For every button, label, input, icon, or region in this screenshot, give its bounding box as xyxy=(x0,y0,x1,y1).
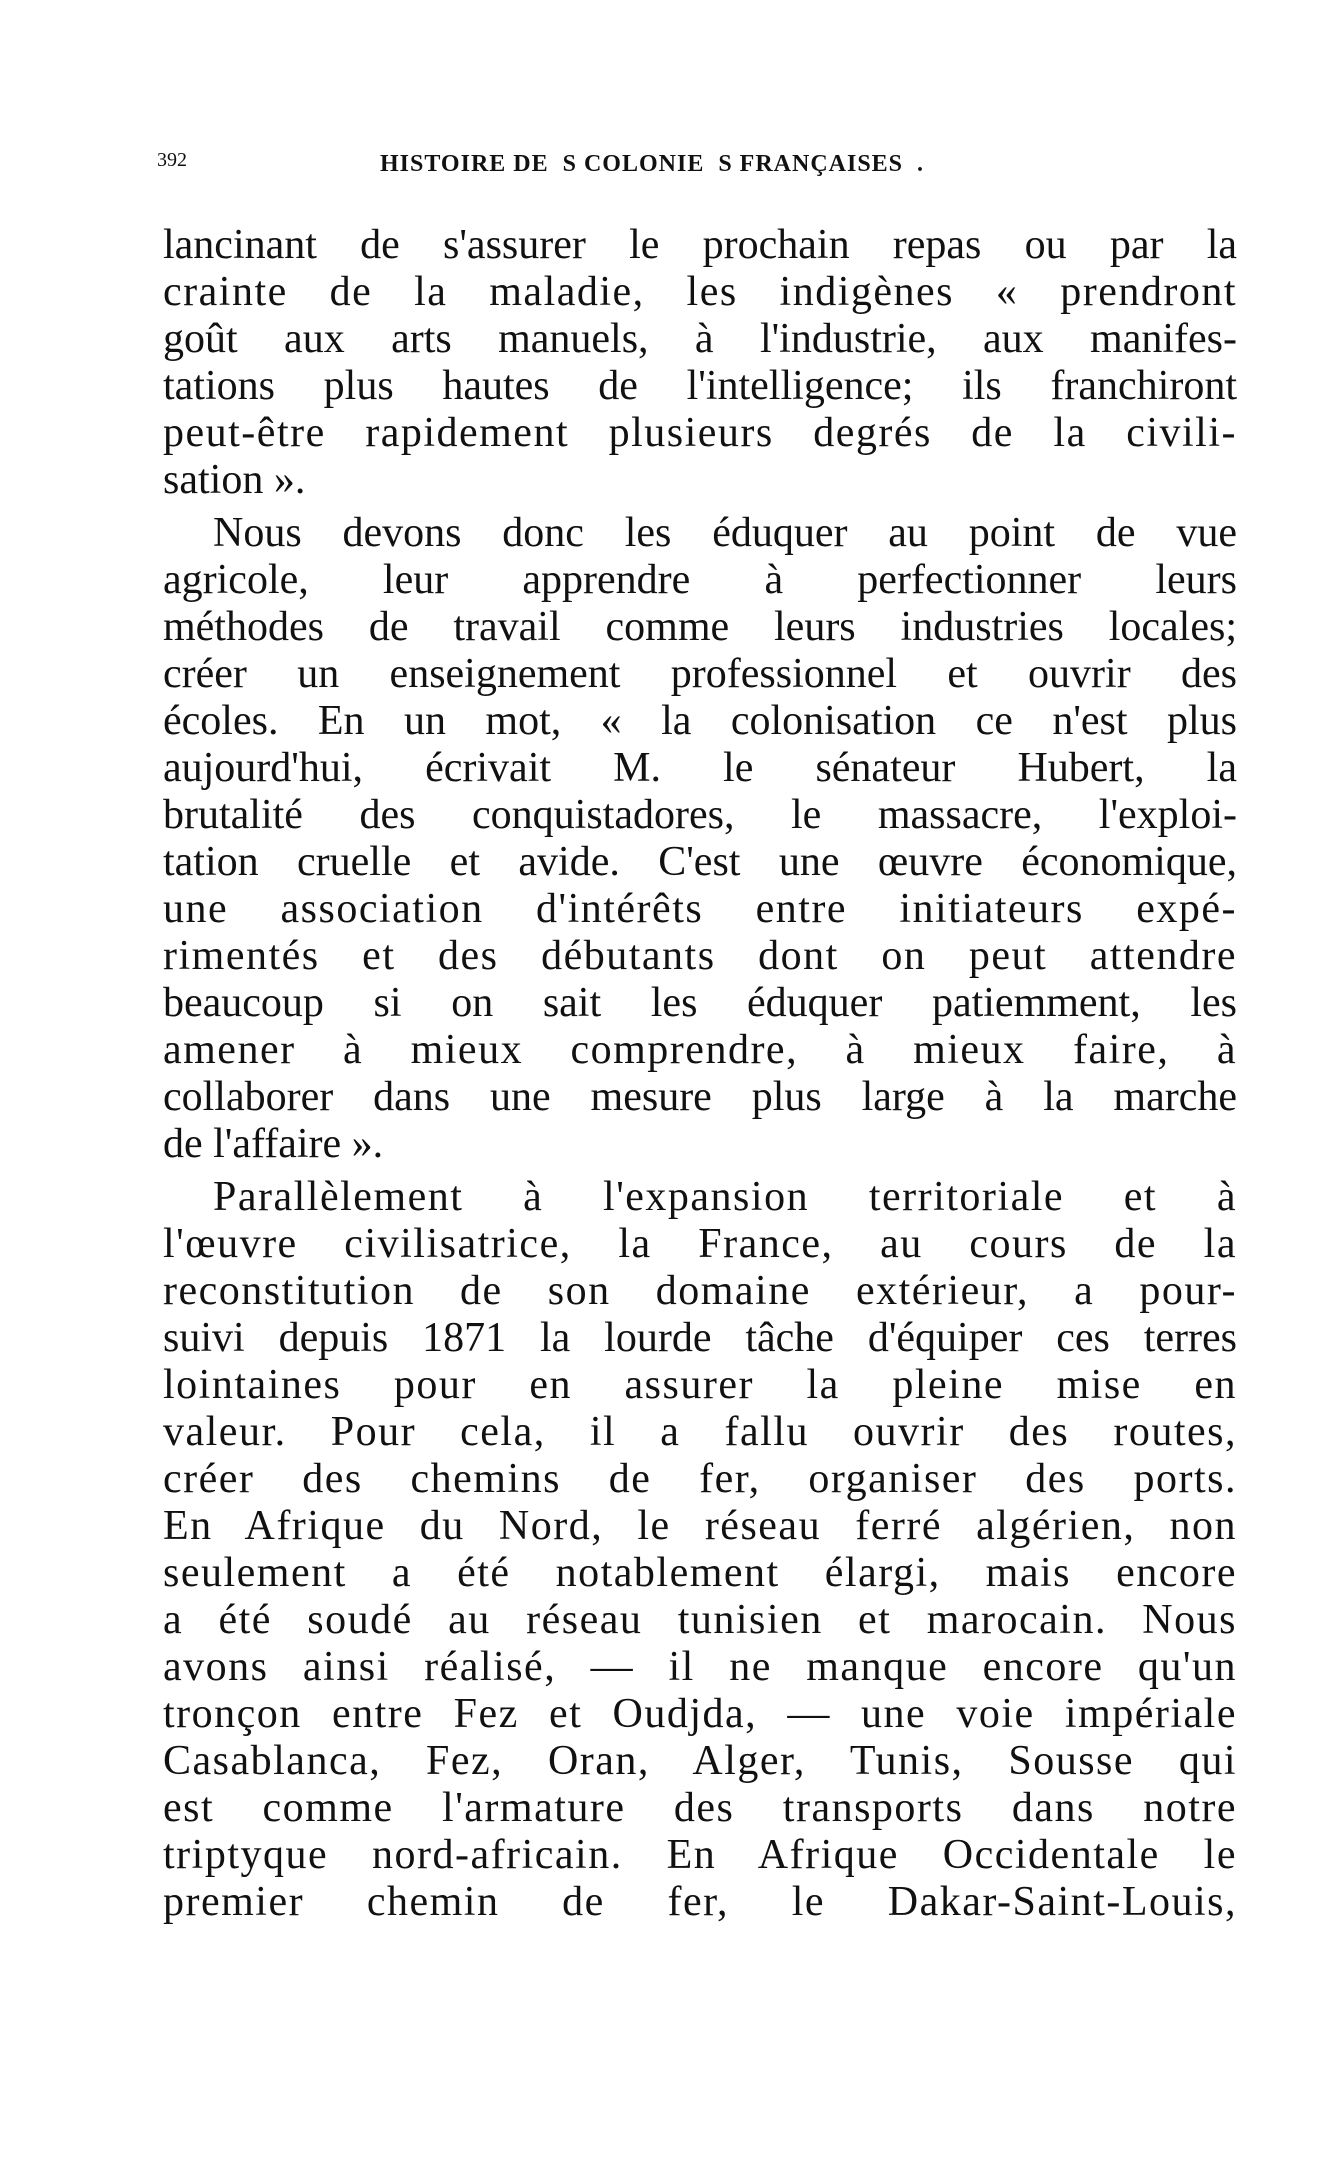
text-line: est comme l'armature des transports dans notre xyxy=(163,1785,1237,1831)
paragraph xyxy=(163,510,1237,1168)
text-line: tations plus hautes de l'intelligence; ils franchiront xyxy=(163,363,1237,409)
text-line: créer des chemins de fer, organiser des ports. xyxy=(163,1456,1237,1502)
text-line: seulement a été notablement élargi, mais encore xyxy=(163,1550,1237,1596)
text-line: méthodes de travail comme leurs industries locales; xyxy=(163,604,1237,650)
text-line: collaborer dans une mesure plus large à la marche xyxy=(163,1074,1237,1120)
text-line: premier chemin de fer, le Dakar-Saint-Louis, xyxy=(163,1879,1237,1925)
text-line: aujourd'hui, écrivait M. le sénateur Hubert, la xyxy=(163,745,1237,791)
running-title: HISTOIRE DE S COLONIE S FRANÇAISES . xyxy=(380,151,925,177)
text-line: triptyque nord-africain. En Afrique Occidentale le xyxy=(163,1832,1237,1878)
text-line: goût aux arts manuels, à l'industrie, aux manifes- xyxy=(163,316,1237,362)
text-line: Nous devons donc les éduquer au point de vue xyxy=(213,510,1237,556)
text-line: peut-être rapidement plusieurs degrés de la civili- xyxy=(163,410,1237,456)
paragraph xyxy=(163,1174,1237,1926)
text-line: sation ». xyxy=(163,457,306,503)
text-line: beaucoup si on sait les éduquer patiemment, les xyxy=(163,980,1237,1026)
text-line: l'œuvre civilisatrice, la France, au cours de la xyxy=(163,1221,1237,1267)
text-line: Parallèlement à l'expansion territoriale et à xyxy=(213,1174,1237,1220)
text-line: une association d'intérêts entre initiateurs expé- xyxy=(163,886,1237,932)
text-line: lointaines pour en assurer la pleine mise en xyxy=(163,1362,1237,1408)
text-line: a été soudé au réseau tunisien et marocain. Nous xyxy=(163,1597,1237,1643)
text-line: brutalité des conquistadores, le massacre, l'exploi- xyxy=(163,792,1237,838)
text-line: créer un enseignement professionnel et ouvrir des xyxy=(163,651,1237,697)
page-number: 392 xyxy=(157,149,187,171)
text-line: crainte de la maladie, les indigènes « prendront xyxy=(163,269,1237,315)
text-line: lancinant de s'assurer le prochain repas ou par la xyxy=(163,222,1237,268)
text-line: tronçon entre Fez et Oudjda, — une voie impériale xyxy=(163,1691,1237,1737)
text-line: reconstitution de son domaine extérieur, a pour- xyxy=(163,1268,1237,1314)
text-line: amener à mieux comprendre, à mieux faire, à xyxy=(163,1027,1237,1073)
text-line: écoles. En un mot, « la colonisation ce n'est plus xyxy=(163,698,1237,744)
body-text xyxy=(163,222,1237,1926)
text-line: En Afrique du Nord, le réseau ferré algérien, non xyxy=(163,1503,1237,1549)
text-line: de l'affaire ». xyxy=(163,1121,384,1167)
text-line: rimentés et des débutants dont on peut attendre xyxy=(163,933,1237,979)
text-line: Casablanca, Fez, Oran, Alger, Tunis, Sousse qui xyxy=(163,1738,1237,1784)
paragraph xyxy=(163,222,1237,504)
text-line: valeur. Pour cela, il a fallu ouvrir des routes, xyxy=(163,1409,1237,1455)
text-line: avons ainsi réalisé, — il ne manque encore qu'un xyxy=(163,1644,1237,1690)
text-line: agricole, leur apprendre à perfectionner leurs xyxy=(163,557,1237,603)
text-line: suivi depuis 1871 la lourde tâche d'équiper ces terres xyxy=(163,1315,1237,1361)
text-line: tation cruelle et avide. C'est une œuvre économique, xyxy=(163,839,1237,885)
